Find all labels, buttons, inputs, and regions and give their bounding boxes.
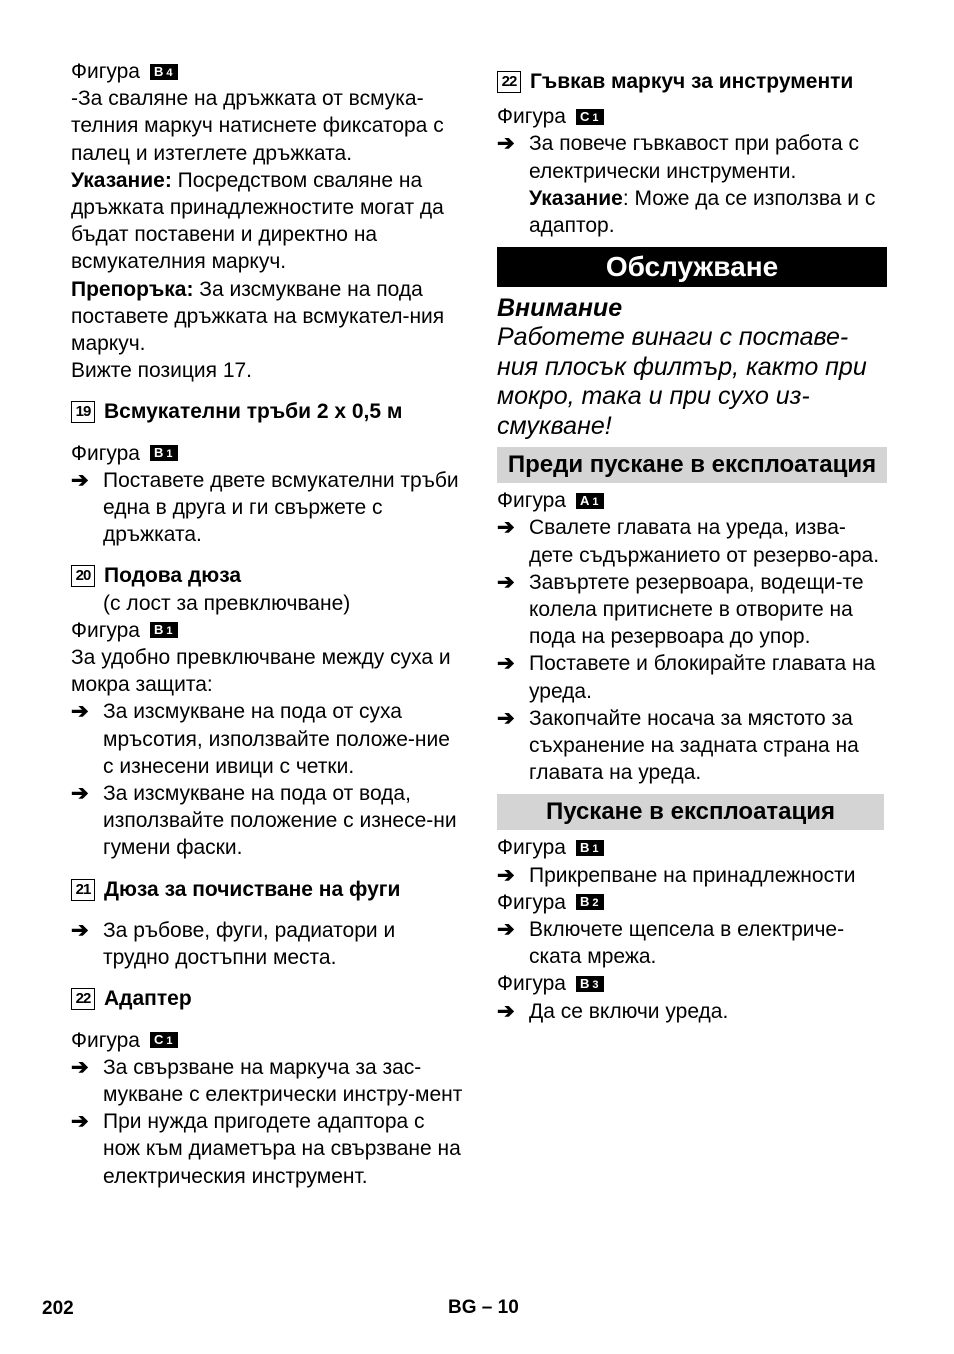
see-reference: Вижте позиция 17.	[71, 359, 253, 383]
bullet-item: ➔ Прикрепване на принадлежности	[497, 862, 887, 889]
arrow-icon: ➔	[497, 132, 515, 156]
right-column	[497, 58, 887, 1025]
language-page-label: BG – 10	[448, 1297, 519, 1318]
figure-badge: A 1	[576, 493, 604, 509]
figure-badge: C 1	[576, 109, 604, 125]
figure-ref: Фигура C 1	[71, 1027, 463, 1054]
note-paragraph: Указание: Посредством сваляне на дръжката принадлежностите могат да бъдат поставени и директно на всмукателния маркуч.	[71, 168, 444, 274]
arrow-icon: ➔	[71, 700, 89, 724]
item-22-flex-hose-heading: 22 Гъвкав маркуч за инструменти	[497, 68, 887, 95]
bullet-item: ➔ За ръбове, фуги, радиатори и трудно достъпни места.	[71, 918, 396, 970]
attention-title: Внимание	[497, 294, 623, 323]
note-paragraph: Указание: Може да се използва и с адаптор.	[529, 186, 876, 238]
arrow-icon: ➔	[497, 570, 515, 594]
figure-ref: Фигура B 1	[71, 617, 463, 644]
item-number-badge: 21	[71, 879, 95, 901]
item-21-heading: 21 Дюза за почистване на фуги	[71, 876, 463, 903]
bullet-item: ➔ При нужда пригодете адаптора с нож към диаметъра на свързване на електрическия инструмент.	[71, 1110, 461, 1188]
arrow-icon: ➔	[497, 863, 515, 887]
item-20-heading: 20 Подова дюза	[71, 562, 463, 589]
subsection-heading-start: Пускане в експлоатация	[497, 794, 884, 830]
bullet-item: ➔ Включете щепсела в електриче-ската мрежа.	[497, 918, 845, 969]
item-22-heading: 22 Адаптер	[71, 985, 463, 1012]
page-number: 202	[42, 1298, 74, 1319]
item-number-badge: 22	[497, 71, 521, 93]
bullet-item: ➔ Свалете главата на уреда, изва-дете съдържанието от резерво-ара.	[497, 516, 880, 567]
figure-badge: C 1	[150, 1032, 178, 1048]
figure-ref: Фигура B 1	[497, 834, 887, 861]
figure-badge: B 1	[576, 840, 604, 856]
figure-badge: B 3	[576, 976, 604, 992]
item-number-badge: 20	[71, 565, 95, 587]
note-label: Указание	[529, 186, 623, 210]
bullet-item: ➔ За изсмукване на пода от вода, използвайте положение с изнесе-ни гумени фаски.	[71, 782, 457, 860]
note-label: Указание:	[71, 168, 172, 192]
arrow-icon: ➔	[71, 918, 89, 942]
paragraph: За удобно превключване между суха и мокра защита:	[71, 646, 451, 697]
figure-ref: Фигура B 4	[71, 58, 463, 85]
arrow-icon: ➔	[497, 516, 515, 540]
bullet-item: ➔ За свързване на маркуча за зас-мукване с електрически инстру-мент	[71, 1055, 463, 1106]
bullet-item: ➔ Поставете двете всмукателни тръби една в друга и ги свържете с дръжката.	[71, 468, 459, 547]
arrow-icon: ➔	[497, 706, 515, 730]
figure-ref: Фигура A 1	[497, 487, 887, 514]
figure-badge: B 2	[576, 894, 604, 910]
figure-ref: Фигура B 3	[497, 970, 887, 997]
figure-badge: B 4	[150, 64, 178, 80]
item-19-heading: 19 Всмукателни тръби 2 х 0,5 м	[71, 398, 463, 425]
figure-badge: B 1	[150, 445, 178, 461]
arrow-icon: ➔	[71, 1055, 89, 1079]
bullet-item: ➔ Да се включи уреда.	[497, 998, 887, 1025]
arrow-icon: ➔	[497, 999, 515, 1023]
bullet-item: ➔ Завъртете резервоара, водещи-те колела притиснете в отворите на пода на резервоара до упор.	[497, 570, 864, 649]
figure-ref: Фигура C 1	[497, 103, 887, 130]
left-column	[71, 58, 463, 1190]
bullet-item: ➔ Поставете и блокирайте главата на уреда.	[497, 652, 876, 703]
figure-ref: Фигура B 1	[71, 440, 463, 467]
bullet-item: ➔ Закопчайте носача за мястото за съхранение на задната страна на главата на уреда.	[497, 706, 859, 785]
item-subtitle: (с лост за превключване)	[103, 591, 351, 615]
recommendation-paragraph: Препоръка: За изсмукване на пода поставете дръжката на всмукател-ния маркуч.	[71, 277, 445, 356]
arrow-icon: ➔	[497, 918, 515, 942]
figure-ref: Фигура B 2	[497, 889, 887, 916]
attention-text: Работете винаги с поставе-ния плосък филтър, както при мокро, така и при сухо из-смукване!	[497, 323, 867, 440]
bullet-item: ➔ За изсмукване на пода от суха мръсотия, използвайте положе-ние с изнесени ивици с четки.	[71, 700, 450, 778]
arrow-icon: ➔	[71, 468, 89, 492]
arrow-icon: ➔	[497, 652, 515, 676]
arrow-icon: ➔	[71, 782, 89, 806]
bullet-item: ➔ За повече гъвкавост при работа с електрически инструменти.	[497, 132, 860, 183]
recommendation-label: Препоръка:	[71, 277, 194, 301]
section-heading-service: Обслужване	[497, 247, 887, 287]
item-number-badge: 22	[71, 988, 95, 1010]
subsection-heading-before-start: Преди пускане в експлоатация	[497, 447, 887, 483]
item-number-badge: 19	[71, 401, 95, 423]
arrow-icon: ➔	[71, 1110, 89, 1134]
paragraph: -За сваляне на дръжката от всмука-телния маркуч натиснете фиксатора с палец и изтеглете дръжката.	[71, 87, 444, 165]
figure-badge: B 1	[150, 622, 178, 638]
